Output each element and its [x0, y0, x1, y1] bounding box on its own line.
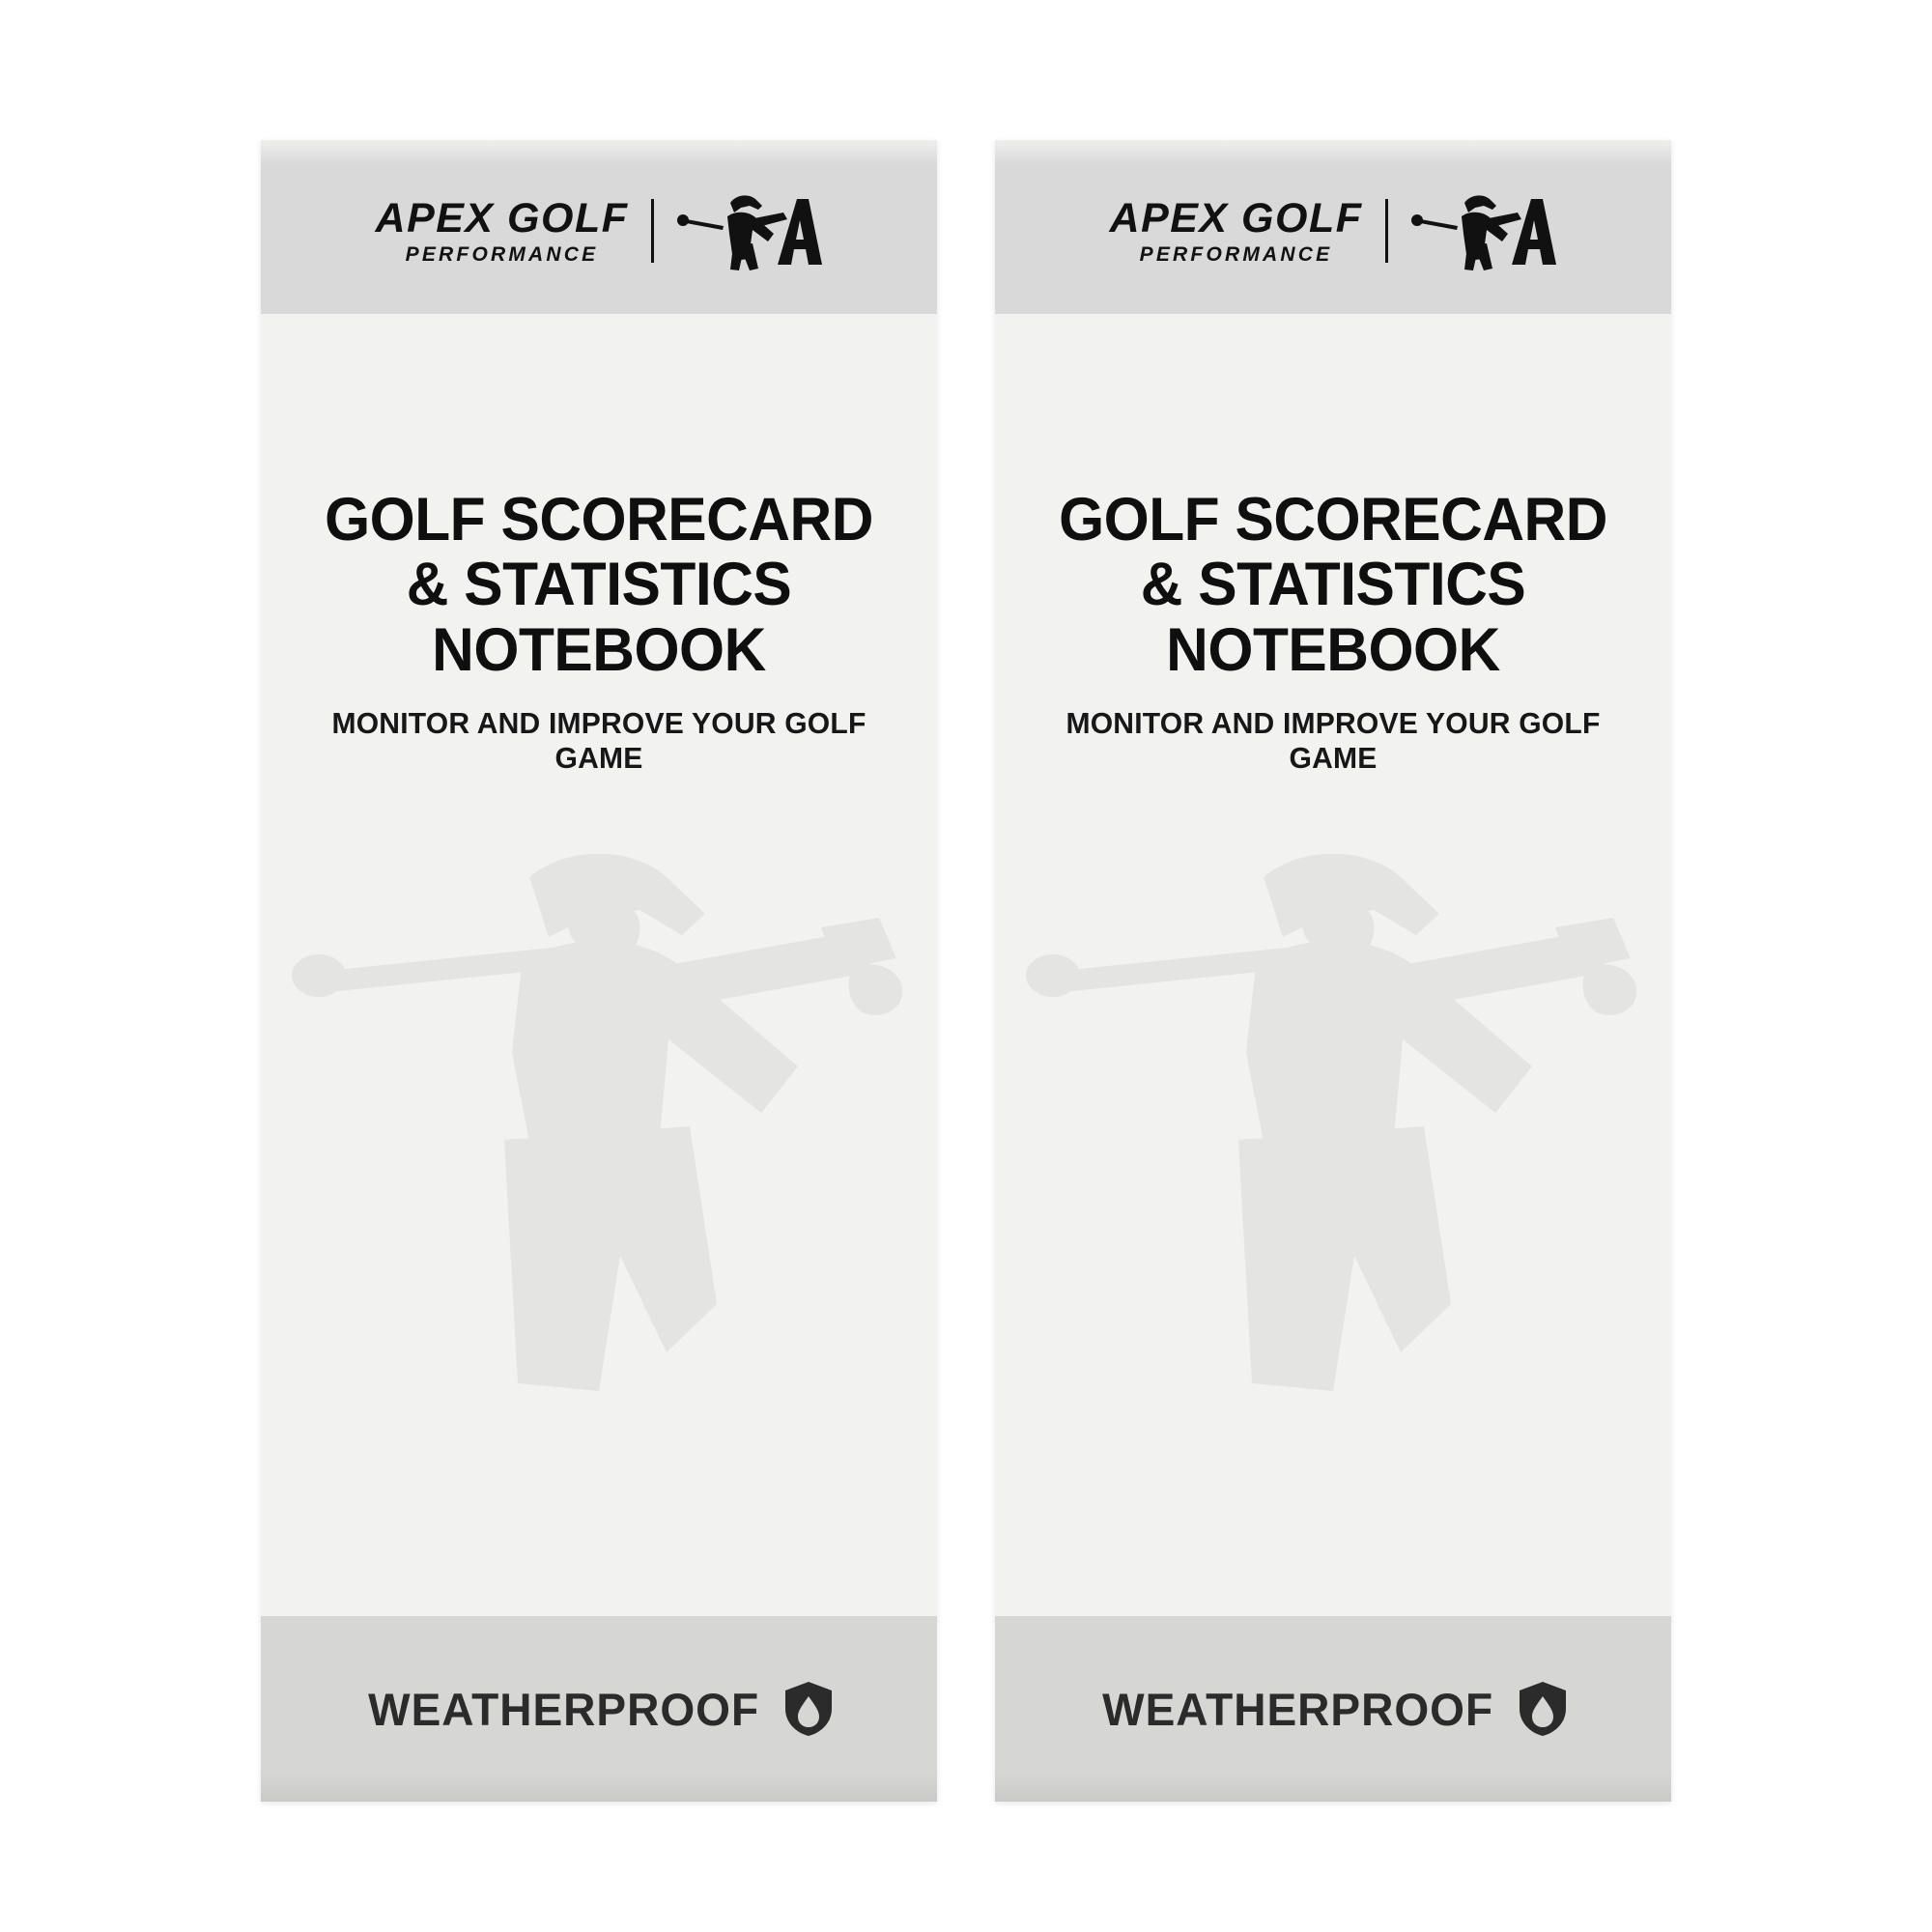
- brand-divider: [1385, 199, 1388, 263]
- page-subtitle: MONITOR AND IMPROVE YOUR GOLF GAME: [1065, 706, 1601, 776]
- brand-lockup-left: [376, 189, 823, 272]
- footer-band-left: [261, 1616, 937, 1802]
- title-block-left: [308, 488, 890, 776]
- header-band-right: [995, 140, 1671, 314]
- page-subtitle: MONITOR AND IMPROVE YOUR GOLF GAME: [331, 706, 867, 776]
- page-title-line1: GOLF SCORECARD & STATISTICS: [325, 486, 873, 619]
- page-title: [1054, 488, 1612, 683]
- brand-name: APEX GOLF: [375, 194, 629, 242]
- water-drop-shield-icon: [1518, 1680, 1568, 1738]
- water-drop-shield-icon: [783, 1680, 834, 1738]
- weatherproof-label: WEATHERPROOF: [1102, 1683, 1494, 1735]
- page-title-line2: NOTEBOOK: [432, 615, 766, 684]
- brand-lockup-right: [1110, 189, 1557, 272]
- notebook-cover-left: [261, 140, 937, 1802]
- header-band-left: [261, 140, 937, 314]
- brand-divider: [651, 199, 654, 263]
- footer-band-right: [995, 1616, 1671, 1802]
- weatherproof-label: WEATHERPROOF: [368, 1683, 760, 1735]
- brand-wordmark-left: [375, 194, 629, 266]
- brand-name: APEX GOLF: [1109, 194, 1363, 242]
- brand-tagline: PERFORMANCE: [405, 242, 599, 266]
- golfer-swing-watermark-icon: [1014, 850, 1652, 1468]
- page-title-line2: NOTEBOOK: [1166, 615, 1500, 684]
- page-title: [320, 488, 878, 683]
- title-block-right: [1042, 488, 1624, 776]
- notebook-cover-right: [995, 140, 1671, 1802]
- golfer-swing-logo-icon: [1411, 189, 1556, 272]
- page-title-line1: GOLF SCORECARD & STATISTICS: [1059, 486, 1607, 619]
- golfer-swing-logo-icon: [677, 189, 822, 272]
- golfer-swing-watermark-icon: [280, 850, 918, 1468]
- brand-wordmark-right: [1109, 194, 1363, 266]
- brand-tagline: PERFORMANCE: [1139, 242, 1333, 266]
